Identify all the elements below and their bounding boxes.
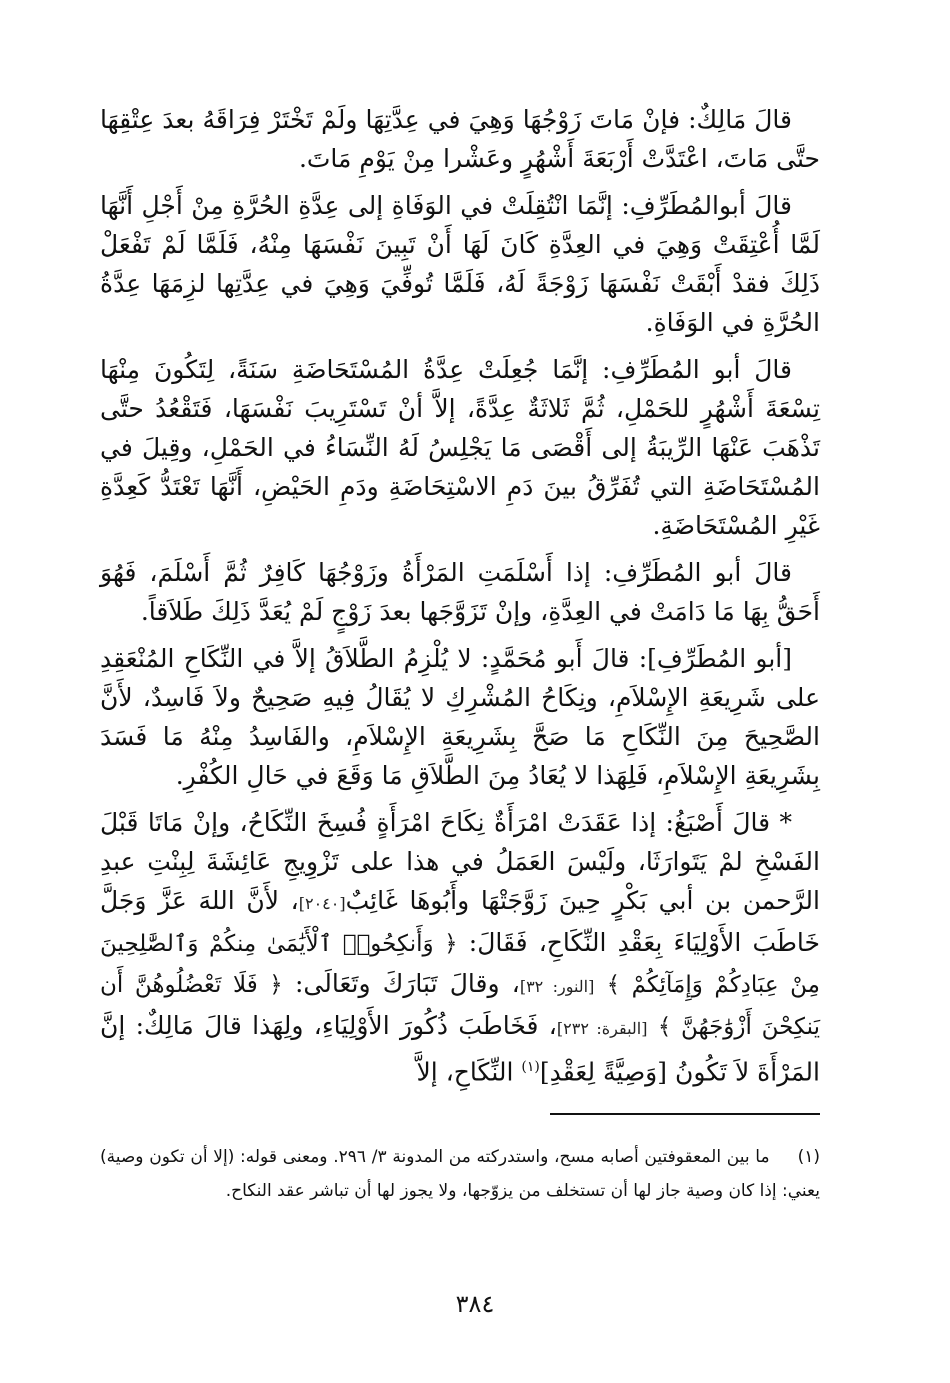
paragraph-1: قالَ مَالِكٌ: فإنْ مَاتَ زَوْجُهَا وَهِيَ في عِدَّتِهَا ولَمْ تَخْتَرْ فِرَاقَهُ بعدَ عِتْقِهَا حتَّى مَاتَ، اعْتَدَّتْ أَرْبَعَةَ أَشْهُرٍ وعَشْرا مِنْ يَوْمِ مَاتَ. bbox=[100, 105, 820, 173]
paragraph-6-text-3: ، وقالَ تَبَارَكَ وتَعَالَى: bbox=[294, 969, 520, 998]
main-text bbox=[100, 100, 820, 1099]
footnote-marker: (١) bbox=[521, 1059, 540, 1075]
footnote bbox=[100, 1140, 820, 1208]
quran-verse-1: ﴿ وَأَنكِحُوا۟ ٱلْأَيَٰمَىٰ مِنكُمْ وَٱلصَّٰلِحِينَ مِنْ عِبَادِكُمْ وَإِمَآئِكُمْ ﴾ bbox=[100, 931, 820, 998]
quran-verse-2: ﴿ فَلَا تَعْضُلُوهُنَّ أَن يَنكِحْنَ أَزْوَٰجَهُنَّ ﴾ bbox=[100, 972, 821, 1040]
hadith-reference: [٢٠٤٠] bbox=[298, 894, 346, 913]
footnote-divider bbox=[550, 1113, 820, 1115]
quran-citation-1: [النور: ٣٢] bbox=[519, 977, 595, 996]
paragraph-6-text-1: * قالَ أَصْبَغُ: إذا عَقَدَتْ امْرَأَةٌ نِكَاحَ امْرَأَةٍ فُسِخَ النِّكَاحُ، وإنْ مَاتَا قَبْلَ الفَسْخِ لمْ يَتَوارَثَا، ولَيْسَ العَمَلُ في هذا على تَزْوِيجِ عَائِشَةَ لِبِنْتِ عبدِ الرَّحمن بن أبي بَكْرٍ حِينَ زَوَّجَتْهَا وأَبُوهَا غَائِبٌ bbox=[100, 808, 820, 915]
footnote-text: ما بين المعقوفتين أصابه مسح، واستدركته من المدونة ٣/ ٢٩٦. ومعنى قوله: (إلا أن تكون وصية) يعني: إذا كان وصية جاز لها أن تستخلف من يزوّجها، ولا يجوز لها أن تباشر عقد النكاح. bbox=[100, 1147, 820, 1201]
paragraph-6-text-5: النِّكَاحِ، إلاَّ bbox=[416, 1057, 522, 1087]
footnote-number: (١) bbox=[797, 1147, 820, 1167]
paragraph-6-text-4: ، فَخَاطَبَ ذُكُورَ الأَوْلِيَاءِ، ولِهَذا قالَ مَالِكٌ: إنَّ المَرْأَةَ لاَ تَكُونُ [وَصِيَّةً لِعَقْدِ] bbox=[100, 1011, 820, 1087]
paragraph-6-text-2: ، لأَنَّ اللهَ عَزَّ وَجَلَّ خَاطَبَ الأَوْلِيَاءَ بِعَقْدِ النِّكَاحِ، فَقَالَ: bbox=[100, 886, 820, 957]
paragraph-4: قالَ أبو المُطَرِّفِ: إذا أَسْلَمَتِ المَرْأَةُ وزَوْجُهَا كَافِرٌ ثُمَّ أَسْلَمَ، فَهُوَ أَحَقُّ بِهَا مَا دَامَتْ في العِدَّةِ، وإنْ تَزَوَّجَها بعدَ زَوْجٍ لَمْ يُعَدَّ ذَلِكَ طَلاَقاً. bbox=[100, 558, 820, 626]
quran-citation-2: [البقرة: ٢٣٢] bbox=[556, 1019, 648, 1038]
paragraph-3: قالَ أبو المُطَرِّفِ: إنَّمَا جُعِلَتْ عِدَّةُ المُسْتَحَاضَةِ سَنَةً، لِتَكُونَ مِنْهَا تِسْعَةَ أَشْهُرٍ للحَمْلِ، ثُمَّ ثَلاثَةٌ عِدَّةً، إلاَّ أنْ تَسْتَرِيبَ نَفْسَهَا، فَتَقْعُدُ حتَّى تَذْهَبَ عَنْهَا الرِّيبَةُ إلى أَقْصَى مَا يَجْلِسُ لَهُ النِّسَاءُ في الحَمْلِ، وقِيلَ في المُسْتَحَاضَةِ التي تُفَرِّقُ بينَ دَمِ الاسْتِحَاضَةِ ودَمِ الحَيْضِ، أَنَّهَا تَعْتَدُّ كَعِدَّةِ غَيْرِ المُسْتَحَاضَةِ. bbox=[100, 355, 820, 540]
page-number: ٣٨٤ bbox=[455, 1290, 495, 1318]
paragraph-6 bbox=[100, 803, 820, 1091]
paragraph-2: قالَ أبوالمُطَرِّفِ: إنَّمَا انْتُقِلَتْ في الوَفَاةِ إلى عِدَّةِ الحُرَّةِ مِنْ أَجْلِ أَنَّهَا لَمَّا أُعْتِقَتْ وَهِيَ في العِدَّةِ كَانَ لَهَا أَنْ تَبِينَ نَفْسَهَا مِنْهُ، فَلَمَّا لَمْ تَفْعَلْ ذَلِكَ فقدْ أَبْقَتْ نَفْسَهَا زَوْجَةً لَهُ، فَلَمَّا تُوفِّيَ وَهِيَ في عِدَّتِها لزِمَهَا عِدَّةُ الحُرَّةِ في الوَفَاةِ. bbox=[100, 191, 820, 337]
paragraph-5: [أبو المُطَرِّفِ]: قالَ أَبو مُحَمَّدٍ: لا يُلْزِمُ الطَّلاَقُ إلاَّ في النِّكَاحِ المُنْعَقِدِ على شَرِيعَةِ الإِسْلاَمِ، ونِكَاحُ المُشْرِكِ لا يُقَالُ فِيهِ صَحِيحٌ ولاَ فَاسِدٌ، لأَنَّ الصَّحِيحَ مِنَ النِّكَاحِ مَا صَحَّ بِشَرِيعَةِ الإِسْلاَمِ، والفَاسِدُ مِنْهُ مَا فَسَدَ بِشَرِيعَةِ الإِسْلاَمِ، فَلِهَذا لا يُعَادُ مِنَ الطَّلاَقِ مَا وَقَعَ في حَالِ الكُفْرِ. bbox=[100, 644, 820, 790]
